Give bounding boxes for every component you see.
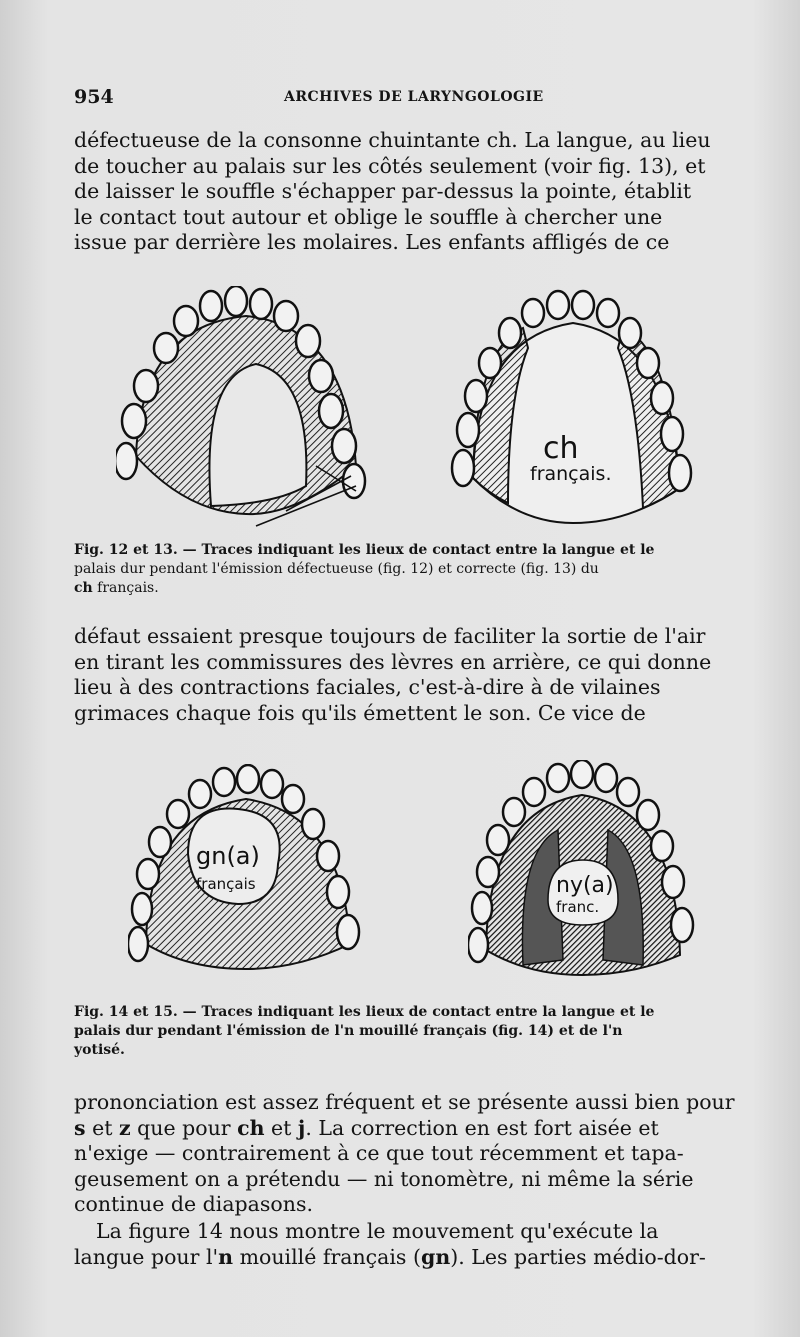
paragraph-2 [74,624,758,726]
caption-text: yotisé. [74,1042,125,1058]
figure-14-label-main: gn(a) [196,842,260,870]
caption-bold: ch [74,580,93,596]
text-fragment: mouillé français ( [233,1244,421,1269]
bold-letter: j [297,1115,306,1140]
bold-letter: s [74,1115,86,1140]
text-line: n'exige — contrairement à ce que tout récemment et tapa- [74,1141,684,1166]
text-line: de laisser le souffle s'échapper par-dessus la pointe, établit [74,179,692,204]
caption-lead: Fig. 14 et 15. [74,1004,178,1020]
text-line: issue par derrière les molaires. Les enfants affligés de ce [74,230,670,255]
bold-letter: gn [420,1244,451,1269]
figure-13-label-main: ch [543,431,579,466]
text-line: défectueuse de la consonne chuintante ch. La langue, au lieu [74,128,711,152]
caption-text: français. [92,580,159,596]
text-line: le contact tout autour et oblige le souffle à chercher une [74,204,663,229]
figure-15-label-sub: franc. [556,898,600,916]
text-line: défaut essaient presque toujours de faciliter la sortie de l'air [74,624,706,648]
text-fragment: ). Les parties médio-dor- [450,1244,706,1269]
text-fragment: et [85,1115,119,1140]
text-line: en tirant les commissures des lèvres en arrière, ce qui donne [74,649,712,674]
page-number: 954 [74,86,114,108]
figure-14-palate-diagram [128,764,368,974]
paragraph-4 [74,1219,758,1270]
text-line: La figure 14 nous montre le mouvement qu'exécute la [96,1219,659,1243]
text-line: de toucher au palais sur les côtés seulement (voir fig. 13), et [74,153,706,178]
caption-bold: n [344,1023,355,1039]
caption-text: — Traces indiquant les lieux de contact entre la langue et le [177,542,655,558]
paragraph-3 [74,1090,758,1218]
figure-15-label-main: ny(a) [556,873,614,898]
figure-15-palate-diagram [468,760,696,980]
text-line: continue de diapasons. [74,1192,313,1217]
paragraph-1 [74,128,758,256]
figure-13-palate-diagram [448,288,700,528]
caption-bold: n [612,1023,623,1039]
figure-caption-12-13 [74,541,764,598]
figure-14-label-sub: français [196,875,256,893]
caption-text: palais dur pendant l'émission de l' [74,1023,345,1039]
bold-letter: n [218,1244,234,1269]
figure-12-palate-diagram [116,286,376,536]
text-fragment: que pour [130,1115,238,1140]
caption-text: — Traces indiquant les lieux de contact entre la langue et le [177,1004,655,1020]
running-title: ARCHIVES DE LARYNGOLOGIE [284,89,544,105]
text-line: lieu à des contractions faciales, c'est-à-dire à de vilaines [74,675,661,700]
figure-caption-14-15 [74,1003,764,1060]
caption-lead: Fig. 12 et 13. [74,542,178,558]
text-line: grimaces chaque fois qu'ils émettent le son. Ce vice de [74,700,646,725]
bold-letter: ch [237,1115,265,1140]
text-fragment: . La correction en est fort aisée et [305,1115,659,1140]
text-line: prononciation est assez fréquent et se présente aussi bien pour [74,1090,735,1114]
caption-text: mouillé français (fig. 14) et de l' [354,1023,613,1039]
figure-13-label-sub: français. [530,463,612,485]
text-fragment: et [264,1115,298,1140]
caption-text: palais dur pendant l'émission défectueuse (fig. 12) et correcte (fig. 13) du [74,561,599,577]
text-line: geusement on a prétendu — ni tonomètre, ni même la série [74,1166,694,1191]
text-fragment: langue pour l' [74,1244,219,1269]
page-header [74,86,734,110]
bold-letter: z [118,1115,131,1140]
